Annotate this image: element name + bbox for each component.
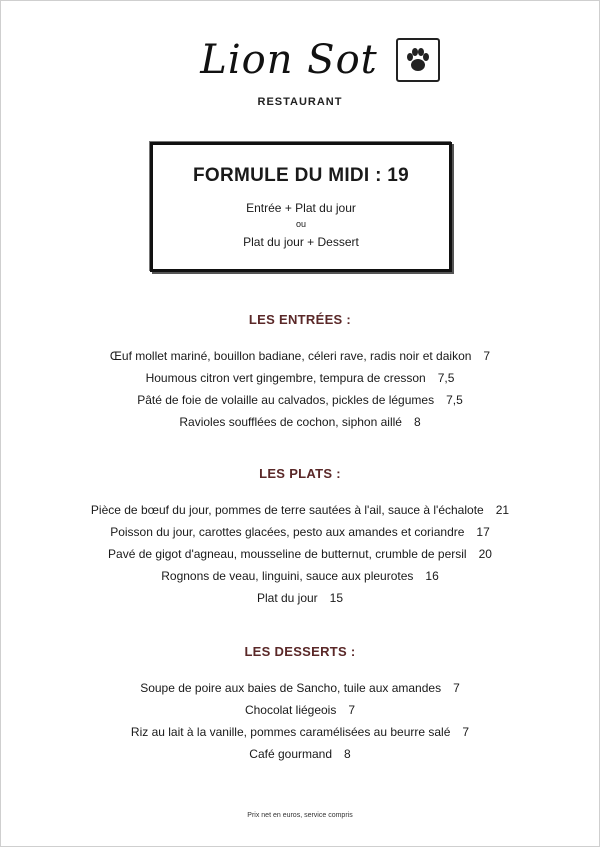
item-name: Pâté de foie de volaille au calvados, pickles de légumes — [137, 393, 435, 407]
logo-text: Lion Sot — [200, 37, 378, 83]
formula-title: FORMULE DU MIDI : 19 — [192, 165, 410, 186]
section-title-plats: LES PLATS : — [259, 466, 341, 481]
item-name: Riz au lait à la vanille, pommes caramélisées au beurre salé — [130, 725, 451, 739]
item-price: 20 — [478, 547, 492, 561]
menu-item — [0, 411, 600, 433]
item-price: 7,5 — [446, 393, 463, 407]
section-plats — [0, 466, 600, 609]
item-price: 7 — [453, 681, 460, 695]
item-price: 7 — [348, 703, 356, 717]
item-name: Pièce de bœuf du jour, pommes de terre sautées à l'ail, sauce à l'échalote — [90, 503, 484, 517]
menu-item — [0, 389, 600, 411]
menu-item — [0, 367, 600, 389]
section-desserts — [0, 644, 600, 765]
menu-item — [0, 587, 600, 609]
item-name: Rognons de veau, linguini, sauce aux pleurotes — [161, 569, 414, 583]
section-title-entrees: LES ENTRÉES : — [248, 312, 352, 327]
item-name: Œuf mollet mariné, bouillon badiane, céleri rave, radis noir et daikon — [109, 349, 472, 363]
item-price: 8 — [413, 415, 421, 429]
item-price: 7 — [483, 349, 491, 363]
section-entrees — [0, 312, 600, 433]
logo — [0, 30, 600, 90]
menu-item — [0, 743, 600, 765]
item-name: Café gourmand — [249, 747, 333, 761]
section-title-desserts: LES DESSERTS : — [244, 644, 356, 659]
item-name: Pavé de gigot d'agneau, mousseline de butternut, crumble de persil — [108, 547, 467, 561]
header — [0, 30, 600, 108]
menu-item — [0, 521, 600, 543]
menu-item — [0, 677, 600, 699]
item-price: 7 — [462, 725, 470, 739]
restaurant-subtitle: RESTAURANT — [257, 96, 343, 108]
menu-item — [0, 499, 600, 521]
footer-note: Prix net en euros, service compris — [247, 812, 353, 819]
menu-item — [0, 721, 600, 743]
item-name: Houmous citron vert gingembre, tempura de cresson — [145, 371, 426, 385]
paw-icon — [396, 38, 440, 82]
menu-item — [0, 345, 600, 367]
item-name: Plat du jour — [256, 591, 318, 605]
menu-item — [0, 543, 600, 565]
formula-or: ou — [295, 219, 306, 229]
menu-item — [0, 565, 600, 587]
item-price: 21 — [495, 503, 510, 517]
item-name: Chocolat liégeois — [244, 703, 337, 717]
item-name: Soupe de poire aux baies de Sancho, tuile aux amandes — [140, 681, 442, 695]
item-name: Poisson du jour, carottes glacées, pesto aux amandes et coriandre — [110, 525, 465, 539]
formula-box — [150, 142, 452, 272]
formula-option-1: Entrée + Plat du jour — [246, 201, 356, 215]
item-price: 7,5 — [437, 371, 455, 385]
item-price: 17 — [476, 525, 490, 539]
item-price: 16 — [425, 569, 439, 583]
formula-option-2: Plat du jour + Dessert — [243, 235, 359, 249]
item-price: 15 — [329, 591, 344, 605]
item-price: 8 — [344, 747, 351, 761]
menu-item — [0, 699, 600, 721]
item-name: Ravioles soufflées de cochon, siphon aillé — [179, 415, 402, 429]
